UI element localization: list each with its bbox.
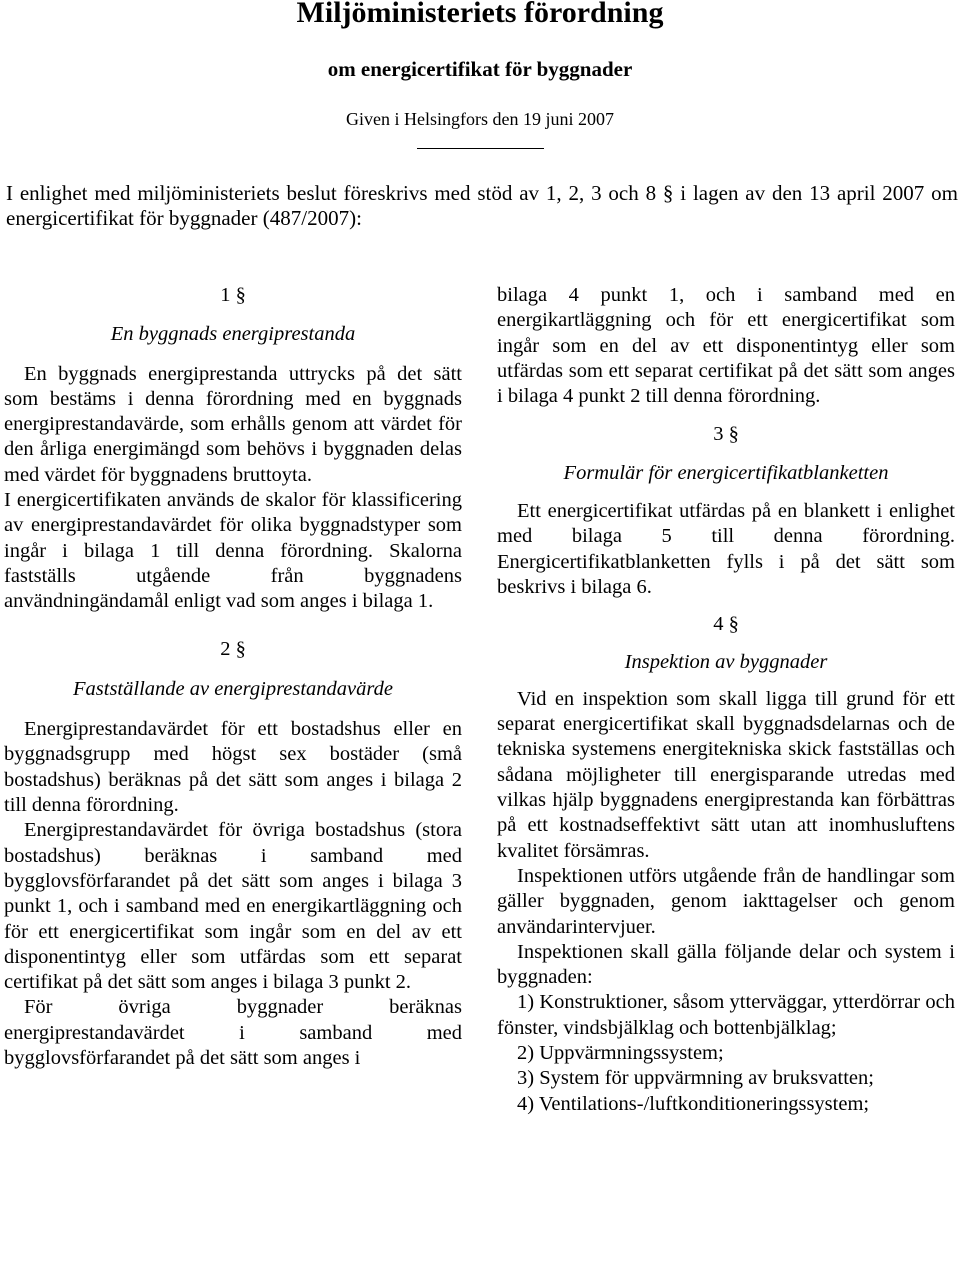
section-3-heading: Formulär för energicertifikatblanketten [563, 461, 889, 484]
section-4-number: 4 § [713, 613, 739, 636]
section-2-number: 2 § [220, 637, 246, 660]
section-4-list-item: 3) System för uppvärmning av bruksvatten; [517, 1067, 874, 1090]
section-1-paragraph: En byggnads energiprestanda uttrycks på det sätt som bestäms i denna förordning med en byggnads energiprestandavärde, som erhålls genom att värdet för den årliga energimängd som behövs i byggnaden delas med värdet för byggnadens bruttoyta. [4, 362, 462, 486]
section-4-list-item: 2) Uppvärmningssystem; [517, 1042, 724, 1065]
page-subtitle: om energicertifikat för byggnader [327, 57, 633, 81]
divider-rule [417, 148, 544, 149]
given-date: Given i Helsingfors den 19 juni 2007 [346, 109, 614, 129]
section-4-paragraph: Inspektionen skall gälla följande delar och system i byggnaden: [497, 940, 955, 989]
section-2-paragraph-continued: bilaga 4 punkt 1, och i samband med en energikartläggning och för ett energicertifikat som ingår som en del av ett disponentintyg eller som utfärdas som ett separat certifikat på det sätt som anges i bilaga 4 punkt 2 till denna förordning. [497, 284, 955, 408]
section-2-paragraph: För övriga byggnader beräknas energiprestandavärdet i samband med bygglovsförfarandet på det sätt som anges i [4, 996, 462, 1070]
section-2-heading: Fastställande av energiprestandavärde [73, 677, 393, 700]
section-2-paragraph: Energiprestandavärdet för övriga bostadshus (stora bostadshus) beräknas i samband med bygglovsförfarandet på det sätt som anges i bilaga 3 punkt 1, och i samband med en energikartläggning och för ett energicertifikat som ingår som en del av ett disponentintyg eller som utfärdas som ett separat certifikat på det sätt som anges i bilaga 3 punkt 2. [4, 819, 462, 994]
section-4-list-item: 4) Ventilations-/luftkonditioneringssystem; [517, 1092, 870, 1115]
section-1-paragraph: I energicertifikaten används de skalor för klassificering av energiprestandavärdet för olika byggnadstyper som ingår i bilaga 1 till denna förordning. Skalorna fastställs utgående från byggnadens användningändamål enligt vad som anges i bilaga 1. [4, 489, 462, 613]
section-4-list-item: 1) Konstruktioner, såsom ytterväggar, ytterdörrar och fönster, vindsbjälklag och bottenbjälklag; [497, 991, 955, 1039]
right-column [497, 283, 955, 1117]
left-column [4, 283, 462, 1071]
preamble: I enlighet med miljöministeriets beslut föreskrivs med stöd av 1, 2, 3 och 8 § i lagen av den 13 april 2007 om energicertifikat för byggnader (487/2007): [6, 181, 958, 230]
section-4-paragraph: Inspektionen utförs utgående från de handlingar som gäller byggnaden, genom iakttagelser och genom användarintervjuer. [497, 864, 955, 938]
section-1-number: 1 § [220, 284, 246, 306]
section-3-number: 3 § [713, 423, 739, 446]
section-1-heading: En byggnads energiprestanda [110, 323, 356, 346]
section-2-paragraph: Energiprestandavärdet för ett bostadshus eller en byggnadsgrupp med högst sex bostäder (små bostadshus) beräknas på det sätt som anges i bilaga 2 till denna förordning. [4, 718, 462, 817]
section-4-paragraph: Vid en inspektion som skall ligga till grund för ett separat energicertifikat skall byggnadsdelarnas och de tekniska systemens energitekniska skick fastställas och sådana möjligheter till energisparande utredas med vilkas hjälp byggnadens energiprestanda kan förbättras på ett kostnadseffektivt sätt utan att inomhusluftens kvalitet försämras. [497, 687, 955, 862]
section-4-heading: Inspektion av byggnader [624, 650, 828, 673]
section-3-paragraph: Ett energicertifikat utfärdas på en blankett i enlighet med bilaga 5 till denna förordning. Energicertifikatblanketten fylls i på det sätt som beskrivs i bilaga 6. [497, 500, 955, 598]
page-title: Miljöministeriets förordning [296, 0, 664, 29]
